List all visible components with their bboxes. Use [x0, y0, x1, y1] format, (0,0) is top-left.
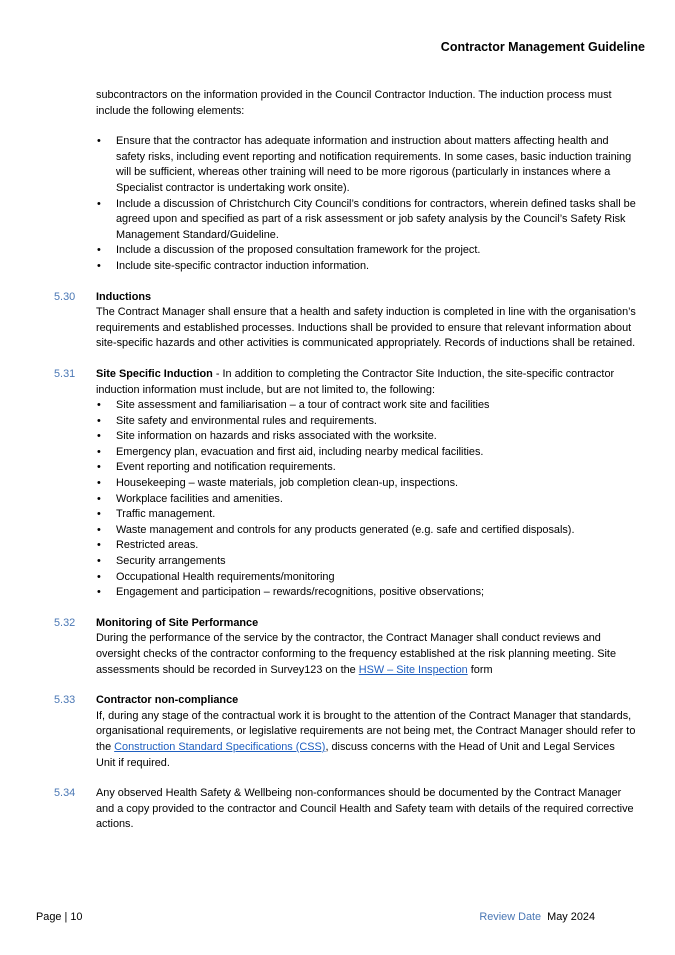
list-item: • Event reporting and notification requirements. [96, 460, 636, 476]
section-heading: Inductions [96, 290, 152, 303]
section-5-30 [54, 290, 636, 352]
section-body-text: During the performance of the service by the contractor, the Contract Manager shall conduct reviews and oversight checks of the contractor conforming to the frequency established at the risk planning meeting. Site assessments should be recorded in Survey123 on the [96, 632, 617, 676]
css-specifications-link[interactable]: Construction Standard Specifications (CSS) [114, 740, 326, 753]
review-date [479, 911, 595, 923]
section-body: The Contract Manager shall ensure that a health and safety induction is completed in line with the organisation’s requirements and established processes. Inductions shall be provided to ensure that relevant information about site-specific hazards and other activities is communicated appropriately. Records of inductions shall be retained. [96, 306, 636, 350]
hsw-site-inspection-link[interactable]: HSW – Site Inspection [358, 663, 468, 676]
list-item: • Emergency plan, evacuation and first aid, including nearby medical facilities. [96, 445, 636, 461]
section-heading: Contractor non-compliance [96, 694, 239, 707]
section-body-text-end: form [467, 663, 493, 676]
section-number: 5.34 [54, 787, 76, 800]
list-item: • Include site-specific contractor induction information. [96, 259, 636, 275]
site-induction-bullet-list [96, 398, 636, 601]
page-number: Page | 10 [36, 911, 83, 923]
list-item: • Traffic management. [96, 507, 636, 523]
section-5-33 [54, 693, 636, 771]
list-item: • Security arrangements [96, 554, 636, 570]
review-date-label: Review Date [479, 911, 542, 923]
section-heading: Monitoring of Site Performance [96, 616, 259, 629]
section-number: 5.32 [54, 616, 76, 629]
list-item: • Workplace facilities and amenities. [96, 492, 636, 508]
list-item: • Site safety and environmental rules and requirements. [96, 414, 636, 430]
section-number: 5.33 [54, 694, 76, 707]
section-body-text-end: , discuss concerns with the Head of Unit and Legal Services Unit if required. [96, 740, 615, 769]
section-number: 5.31 [54, 367, 76, 380]
section-body [96, 709, 636, 771]
section-lead-text: - In addition to completing the Contractor Site Induction, the site-specific contractor induction information must include, but are not limited to, the following: [96, 367, 615, 396]
list-item: • Ensure that the contractor has adequate information and instruction about matters affecting health and safety risks, including event reporting and notification requirements. In some cases, basic induction training will be sufficient, whereas other training will need to be more rigorous (particularly in instances where a Specialist contractor is undertaking work onsite). [96, 134, 636, 196]
list-item: • Site information on hazards and risks associated with the worksite. [96, 429, 636, 445]
section-lead [96, 367, 636, 398]
list-item: • Include a discussion of the proposed consultation framework for the project. [96, 243, 636, 259]
intro-paragraph: subcontractors on the information provided in the Council Contractor Induction. The induction process must include the following elements: [96, 89, 612, 117]
list-item: • Site assessment and familiarisation – a tour of contract work site and facilities [96, 398, 636, 414]
list-item: • Occupational Health requirements/monitoring [96, 570, 636, 586]
section-body [96, 631, 636, 678]
intro-bullet-list [96, 134, 636, 274]
section-heading: Site Specific Induction [96, 367, 213, 380]
document-body [54, 88, 636, 833]
section-5-31 [54, 367, 636, 601]
section-body: Any observed Health Safety & Wellbeing non-conformances should be documented by the Contract Manager and a copy provided to the contractor and Council Health and Safety team with details of the required corrective actions. [96, 787, 634, 831]
section-5-34 [54, 786, 636, 833]
document-header-title: Contractor Management Guideline [440, 40, 645, 54]
list-item: • Housekeeping – waste materials, job completion clean-up, inspections. [96, 476, 636, 492]
list-item: • Waste management and controls for any products generated (e.g. safe and certified disposals). [96, 523, 636, 539]
section-number: 5.30 [54, 290, 76, 303]
list-item: • Restricted areas. [96, 538, 636, 554]
section-5-32 [54, 616, 636, 678]
list-item: • Engagement and participation – rewards/recognitions, positive observations; [96, 585, 636, 601]
review-date-value: May 2024 [547, 911, 595, 923]
section-body-text: If, during any stage of the contractual work it is brought to the attention of the Contract Manager that standards, organisational requirements, or legislative requirements are not being met, the Contract Manager should refer to the [96, 709, 636, 753]
list-item: • Include a discussion of Christchurch City Council’s conditions for contractors, wherein defined tasks shall be agreed upon and specified as part of a risk assessment or job safety analysis by the Council’s Safety Risk Management Standard/Guideline. [96, 197, 636, 244]
